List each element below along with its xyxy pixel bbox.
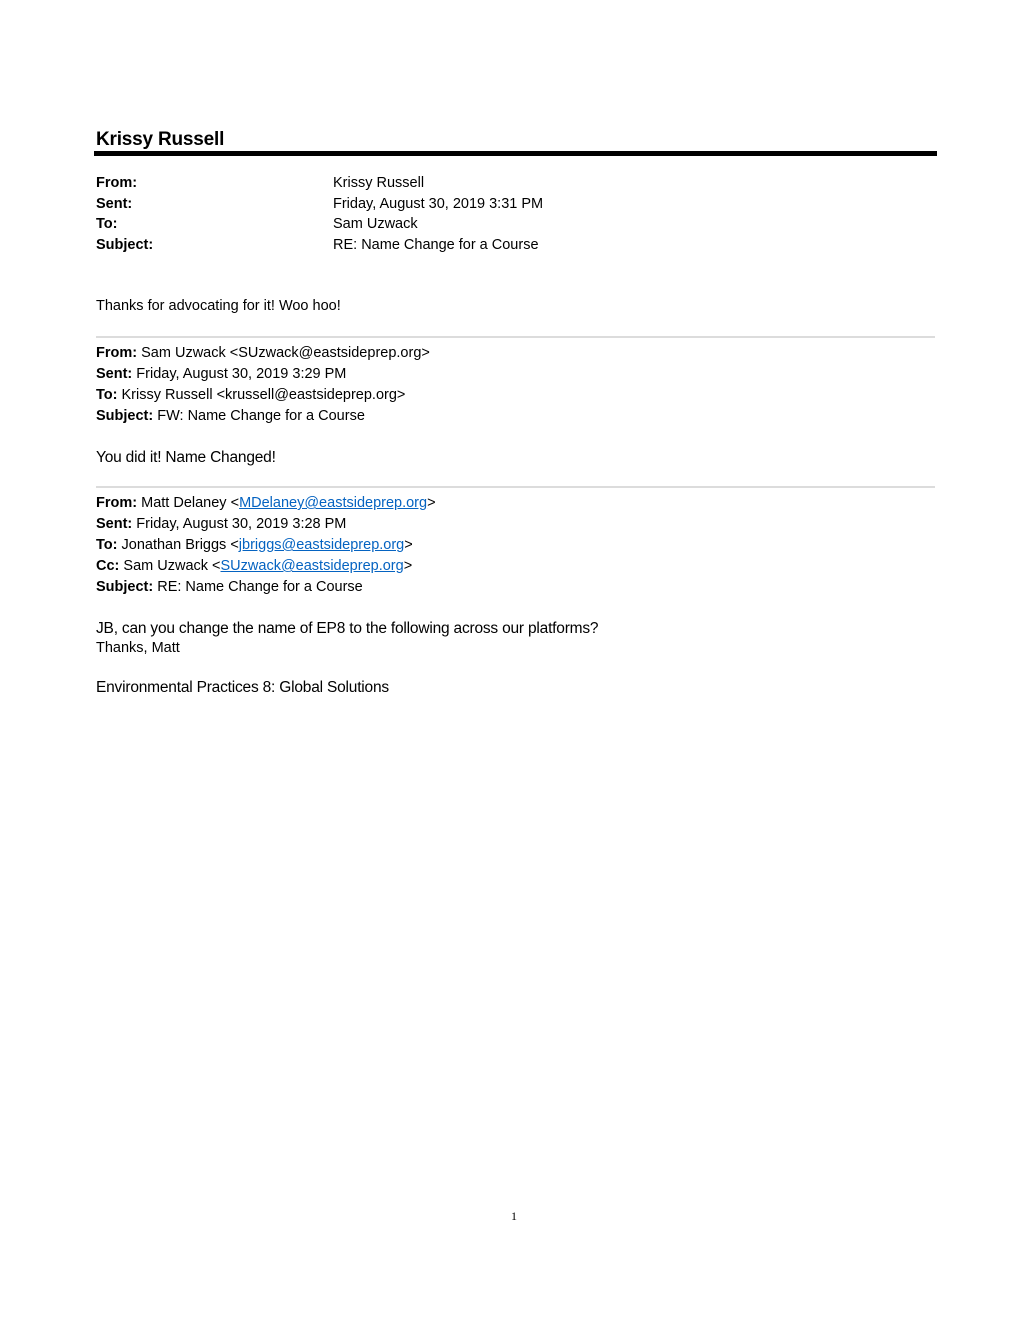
forward-2-from: [96, 493, 436, 514]
title-divider: [94, 151, 937, 156]
header-to-label: To:: [96, 216, 118, 232]
page-title: Krissy Russell: [96, 129, 225, 150]
forward-2-to-email-link[interactable]: jbriggs@eastsideprep.org: [238, 537, 405, 553]
header-subject-value: RE: Name Change for a Course: [333, 237, 539, 253]
header-to-value: Sam Uzwack: [333, 216, 418, 232]
forward-1-from: [96, 343, 430, 364]
forward-2-body-line-1: JB, can you change the name of EP8 to the following across our platforms?: [96, 620, 599, 637]
forward-2-cc-close: >: [403, 558, 413, 574]
message-separator: [96, 486, 935, 488]
forward-2-from-close: >: [427, 495, 436, 511]
forward-1-subject: [96, 406, 365, 427]
forward-2-cc-name: Sam Uzwack <: [123, 558, 221, 574]
forward-1-sent: [96, 364, 346, 385]
page-number: 1: [511, 1209, 517, 1223]
forward-2-from-name: Matt Delaney <: [141, 495, 240, 511]
forward-2-from-label: From:: [96, 495, 138, 511]
forward-1-to: [96, 385, 405, 406]
forward-1-to-label: To:: [96, 387, 118, 403]
forward-2-from-email-link[interactable]: MDelaney@eastsideprep.org: [239, 495, 428, 511]
forward-1-from-label: From:: [96, 345, 138, 361]
forward-2-body-line-2: Thanks, Matt: [96, 640, 180, 656]
forward-2-cc-label: Cc:: [96, 558, 120, 574]
message-separator: [96, 336, 935, 338]
forward-2-subject-label: Subject:: [96, 579, 154, 595]
header-sent-label: Sent:: [96, 196, 133, 212]
forward-2-to-name: Jonathan Briggs <: [121, 537, 239, 553]
header-from-label: From:: [96, 175, 138, 191]
forward-2-body-line-3: Environmental Practices 8: Global Solutions: [96, 679, 389, 696]
forward-1-to-value: Krissy Russell <krussell@eastsideprep.org>: [121, 387, 406, 403]
header-from-value: Krissy Russell: [333, 175, 425, 191]
header-sent-value: Friday, August 30, 2019 3:31 PM: [333, 196, 544, 212]
forward-2-cc: [96, 556, 412, 577]
forward-2-sent: [96, 514, 346, 535]
forward-1-body: You did it! Name Changed!: [96, 449, 276, 466]
forward-1-subject-label: Subject:: [96, 408, 154, 424]
forward-1-sent-value: Friday, August 30, 2019 3:29 PM: [136, 366, 347, 382]
forward-2-sent-label: Sent:: [96, 516, 133, 532]
forward-2-sent-value: Friday, August 30, 2019 3:28 PM: [136, 516, 347, 532]
forward-1-subject-value: FW: Name Change for a Course: [157, 408, 365, 424]
forward-1-sent-label: Sent:: [96, 366, 133, 382]
forward-1-from-value: Sam Uzwack <SUzwack@eastsideprep.org>: [141, 345, 430, 361]
forward-2-cc-email-link[interactable]: SUzwack@eastsideprep.org: [220, 558, 404, 574]
forward-2-subject-value: RE: Name Change for a Course: [157, 579, 363, 595]
forward-2-to: [96, 535, 413, 556]
forward-2-to-label: To:: [96, 537, 118, 553]
message-body: Thanks for advocating for it! Woo hoo!: [96, 298, 341, 314]
header-subject-label: Subject:: [96, 237, 154, 253]
forward-2-subject: [96, 577, 363, 598]
forward-2-to-close: >: [404, 537, 413, 553]
